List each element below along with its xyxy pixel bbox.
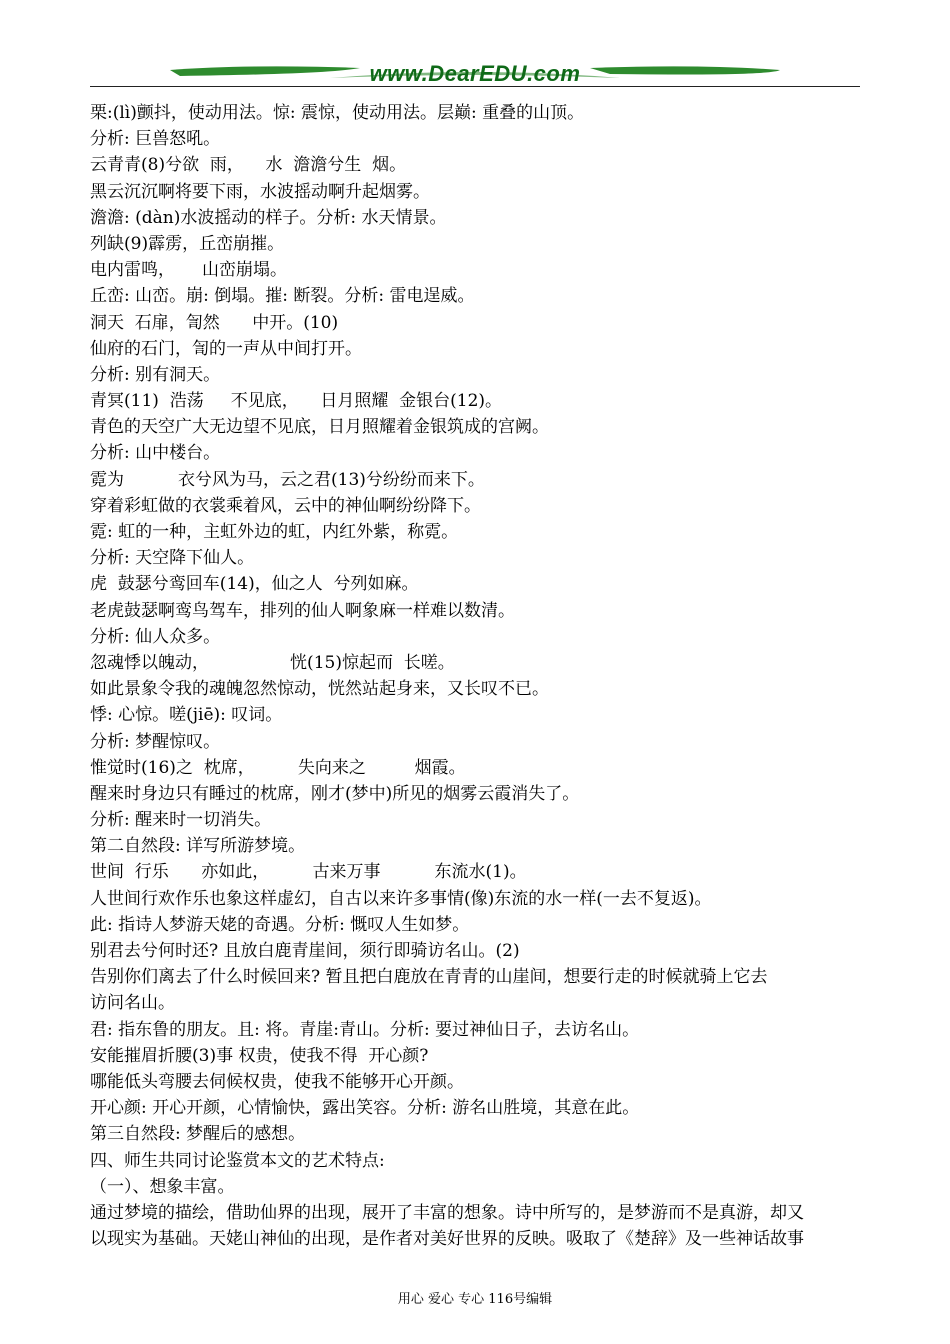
text-line: 虎 鼓瑟兮鸾回车(14)，仙之人 兮列如麻。 <box>90 574 419 595</box>
text-line: 栗:(lì)颤抖，使动用法。惊: 震惊，使动用法。层巅: 重叠的山顶。 <box>90 103 585 123</box>
text-line: 通过梦境的描绘，借助仙界的出现，展开了丰富的想象。诗中所写的，是梦游而不是真游，却又 <box>90 1202 804 1223</box>
site-logo: www.DearEDU.com <box>369 61 581 86</box>
page-footer: 用心 爱心 专心 116号编辑 <box>397 1292 553 1307</box>
text-line: 分析: 巨兽怒吼。 <box>90 129 221 150</box>
text-line: 青色的天空广大无边望不见底，日月照耀着金银筑成的宫阙。 <box>90 417 549 438</box>
document-body <box>90 100 870 1252</box>
text-line: 访问名山。 <box>90 993 175 1014</box>
text-line: 开心颜: 开心开颜，心情愉快，露出笑容。分析: 游名山胜境，其意在此。 <box>90 1098 640 1119</box>
text-line: 惟觉时(16)之 枕席， 失向来之 烟霞。 <box>90 757 466 778</box>
text-line: 青冥(11) 浩荡 不见底， 日月照耀 金银台(12)。 <box>90 391 503 412</box>
text-line: 霓: 虹的一种，主虹外边的虹，内红外紫，称霓。 <box>90 522 459 542</box>
text-line: 老虎鼓瑟啊鸾鸟驾车，排列的仙人啊象麻一样难以数清。 <box>90 600 515 621</box>
text-line: 分析: 山中楼台。 <box>90 443 221 464</box>
site-header <box>90 58 860 90</box>
text-line: 分析: 醒来时一切消失。 <box>90 810 272 831</box>
text-line: 悸: 心惊。嗟(jiē): 叹词。 <box>90 705 283 726</box>
text-line: 忽魂悸以魄动， 恍(15)惊起而 长嗟。 <box>90 652 455 673</box>
text-line: 君: 指东鲁的朋友。且: 将。青崖:青山。分析: 要过神仙日子，去访名山。 <box>90 1019 640 1040</box>
text-line: 此: 指诗人梦游天姥的奇遇。分析: 慨叹人生如梦。 <box>90 914 470 935</box>
text-line: 以现实为基础。天姥山神仙的出现，是作者对美好世界的反映。吸取了《楚辞》及一些神话故事 <box>90 1229 804 1250</box>
text-line: （一）、想象丰富。 <box>90 1176 235 1197</box>
text-line: 如此景象令我的魂魄忽然惊动，恍然站起身来，又长叹不已。 <box>90 679 549 700</box>
text-line: 第二自然段: 详写所游梦境。 <box>90 836 306 857</box>
text-line: 澹澹: (dàn)水波摇动的样子。分析: 水天情景。 <box>90 207 447 228</box>
text-line: 第三自然段: 梦醒后的感想。 <box>90 1124 306 1145</box>
text-line: 穿着彩虹做的衣裳乘着风，云中的神仙啊纷纷降下。 <box>90 495 481 516</box>
text-line: 分析: 别有洞天。 <box>90 364 221 385</box>
text-line: 人世间行欢作乐也象这样虚幻，自古以来许多事情(像)东流的水一样(一去不复返)。 <box>90 888 712 909</box>
text-line: 世间 行乐 亦如此， 古来万事 东流水(1)。 <box>90 862 527 883</box>
text-line: 仙府的石门，訇的一声从中间打开。 <box>90 338 362 359</box>
text-line: 分析: 梦醒惊叹。 <box>90 731 221 752</box>
text-line: 哪能低头弯腰去伺候权贵，使我不能够开心开颜。 <box>90 1071 464 1092</box>
text-line: 别君去兮何时还? 且放白鹿青崖间，须行即骑访名山。(2) <box>90 941 520 961</box>
text-line: 黑云沉沉啊将要下雨，水波摇动啊升起烟雾。 <box>90 181 430 202</box>
text-line: 醒来时身边只有睡过的枕席，刚才(梦中)所见的烟雾云霞消失了。 <box>90 783 580 804</box>
text-line: 四、师生共同讨论鉴赏本文的艺术特点: <box>90 1150 385 1171</box>
header-rule <box>90 86 860 87</box>
text-line: 分析: 仙人众多。 <box>90 626 221 647</box>
text-line: 丘峦: 山峦。崩: 倒塌。摧: 断裂。分析: 雷电逞威。 <box>90 286 475 307</box>
text-line: 洞天 石扉，訇然 中开。(10) <box>90 312 339 333</box>
text-line: 分析: 天空降下仙人。 <box>90 548 255 569</box>
text-line: 霓为 衣兮风为马，云之君(13)兮纷纷而来下。 <box>90 469 485 490</box>
text-line: 列缺(9)霹雳，丘峦崩摧。 <box>90 233 285 254</box>
text-line: 电内雷鸣， 山峦崩塌。 <box>90 260 288 281</box>
text-line: 告别你们离去了什么时候回来? 暂且把白鹿放在青青的山崖间，想要行走的时候就骑上它去 <box>90 967 768 988</box>
text-line: 云青青(8)兮欲 雨， 水 澹澹兮生 烟。 <box>90 155 407 176</box>
text-line: 安能摧眉折腰(3)事 权贵，使我不得 开心颜? <box>90 1045 429 1066</box>
